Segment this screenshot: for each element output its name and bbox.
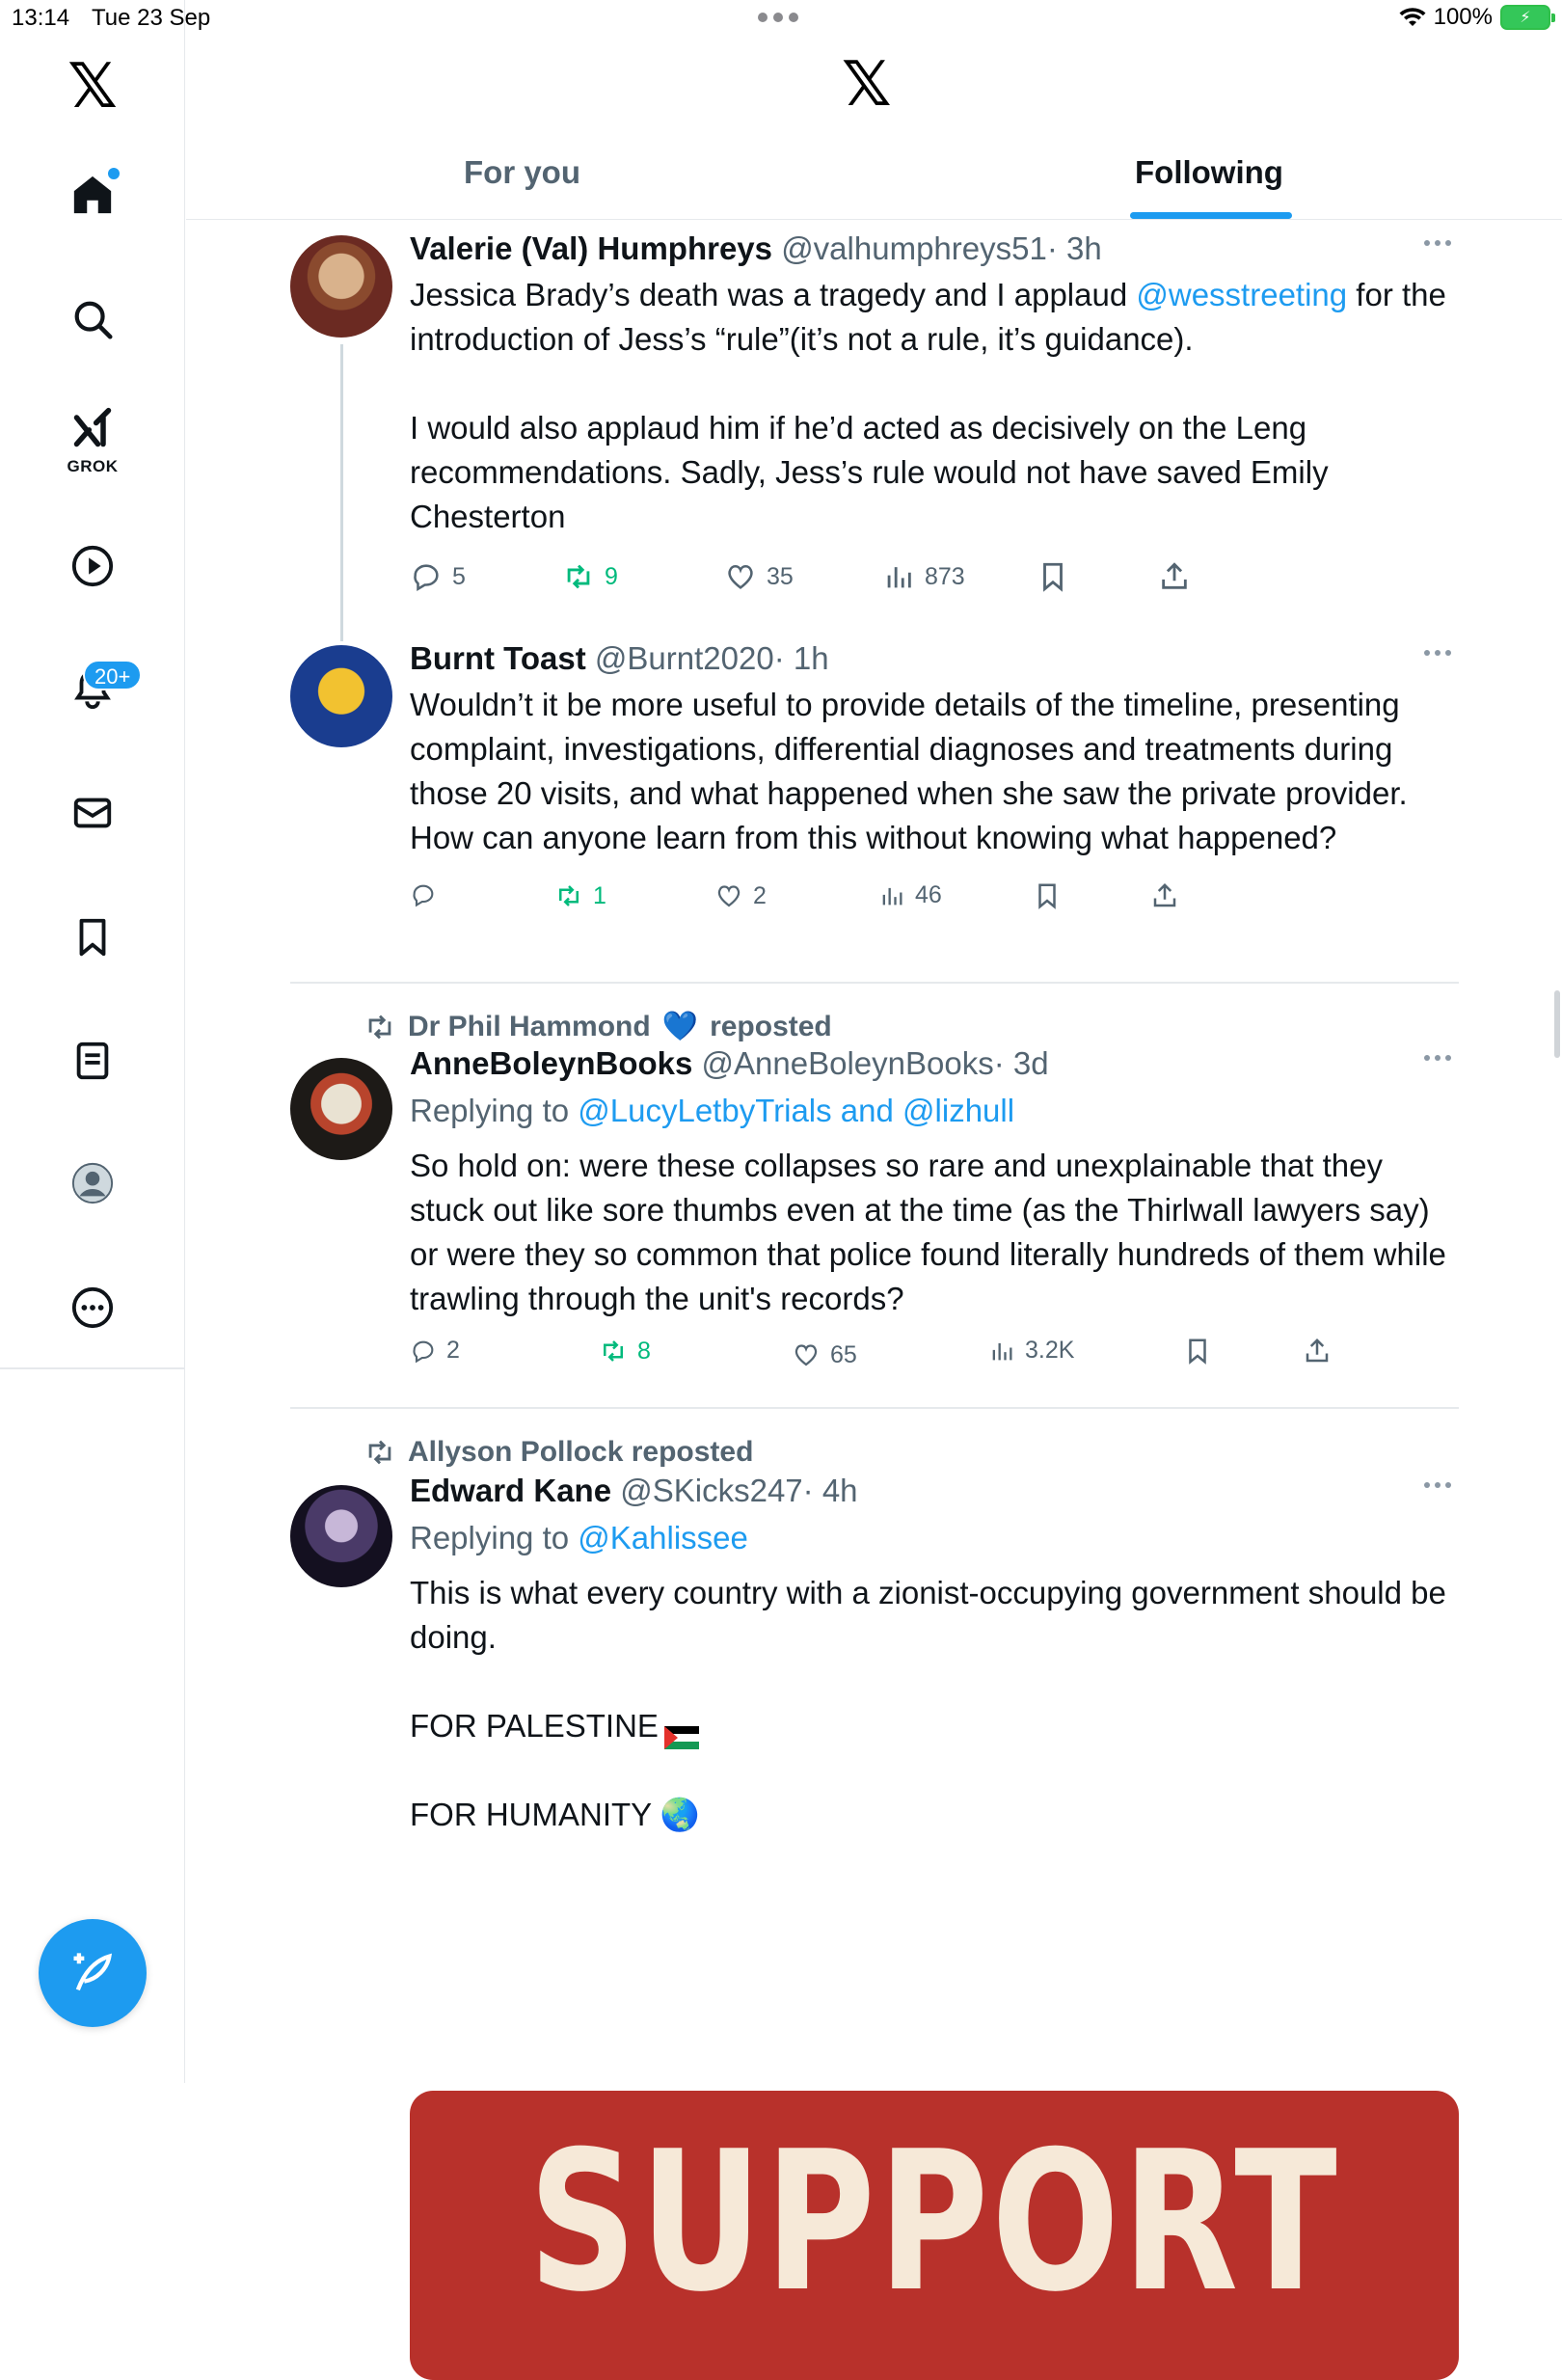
repost-count: 8 xyxy=(637,1337,651,1365)
replying-to: Replying to @Kahlissee xyxy=(410,1520,748,1555)
tweet-media-image[interactable] xyxy=(410,2091,1459,2380)
like-count: 35 xyxy=(767,562,794,590)
status-bar xyxy=(0,0,1562,39)
repost-context[interactable] xyxy=(364,1010,832,1043)
repost-button[interactable] xyxy=(562,560,618,593)
reposted-by[interactable]: Allyson Pollock reposted xyxy=(408,1436,754,1468)
sidebar-item-messages[interactable] xyxy=(60,780,125,846)
like-count: 65 xyxy=(830,1340,857,1368)
search-icon xyxy=(70,297,115,341)
status-right xyxy=(1399,4,1550,31)
more-options-icon[interactable] xyxy=(1424,650,1451,656)
tweet-text: Wouldn’t it be more useful to provide details of the timeline, presenting complaint, investigations, differential diagnoses and treatments during those 20 visits, and what happened when she saw the private provider. How can anyone learn from this without knowing what happened? xyxy=(410,687,1416,855)
profile-icon xyxy=(70,1161,115,1205)
views-icon xyxy=(882,560,915,593)
sidebar-item-profile[interactable] xyxy=(60,1150,125,1216)
post-time: · 1h xyxy=(773,640,829,676)
share-icon xyxy=(1158,560,1191,593)
bookmark-icon xyxy=(70,915,115,960)
repost-icon xyxy=(364,1011,396,1043)
more-options-icon[interactable] xyxy=(1424,240,1451,246)
author-name[interactable]: Burnt Toast xyxy=(410,640,586,676)
tweet-text-line: FOR HUMANITY 🌏 xyxy=(410,1797,700,1832)
mention-link[interactable]: @wesstreeting xyxy=(1136,277,1348,312)
notification-badge: 20+ xyxy=(83,660,142,690)
author-name[interactable]: Valerie (Val) Humphreys xyxy=(410,230,773,266)
repost-count: 9 xyxy=(605,562,618,590)
like-button[interactable] xyxy=(792,1340,857,1369)
avatar[interactable] xyxy=(290,1485,392,1587)
views-icon xyxy=(878,882,905,909)
compose-icon xyxy=(67,1948,118,1998)
share-icon xyxy=(1150,881,1179,910)
like-button[interactable] xyxy=(724,560,794,593)
status-time: 13:14 xyxy=(12,5,70,31)
views-count: 873 xyxy=(925,562,965,590)
heart-icon xyxy=(714,881,743,910)
avatar[interactable] xyxy=(290,1058,392,1160)
post-time: · 3d xyxy=(993,1045,1049,1081)
replying-to-mentions[interactable]: @Kahlissee xyxy=(578,1520,748,1555)
post-time: · 4h xyxy=(802,1473,858,1508)
share-icon xyxy=(1303,1337,1332,1366)
sidebar xyxy=(0,0,185,2083)
heart-icon xyxy=(792,1340,821,1369)
bookmark-icon xyxy=(1037,560,1069,593)
author-name[interactable]: AnneBoleynBooks xyxy=(410,1045,693,1081)
share-button[interactable] xyxy=(1150,881,1179,910)
repost-button[interactable] xyxy=(599,1337,651,1366)
wifi-icon xyxy=(1399,7,1426,28)
repost-icon xyxy=(554,881,583,910)
tweet-text: This is what every country with a zionist-occupying government should be doing. xyxy=(410,1575,1456,1655)
reply-count: 5 xyxy=(452,562,466,590)
tweet-text: Jessica Brady’s death was a tragedy and I applaud @wesstreeting for the introduction of Jess’s “rule”(it’s not a rule, it’s guidance). I would also applaud him if he’d acted as decisively on the Leng recommendations. Sadly, Jess’s rule would not have saved Emily Chesterton xyxy=(410,277,1446,534)
repost-context[interactable] xyxy=(364,1436,753,1469)
grok-label: GROK xyxy=(67,457,119,475)
repost-icon xyxy=(364,1436,396,1469)
timeline-feed[interactable] xyxy=(186,221,1562,2335)
views-count: 3.2K xyxy=(1025,1337,1075,1364)
reposted-label: reposted xyxy=(710,1010,832,1042)
media-image-text: SUPPORT xyxy=(528,2110,1340,2335)
multitasking-dots[interactable] xyxy=(758,8,802,27)
list-icon xyxy=(70,1039,115,1083)
sidebar-item-lists[interactable] xyxy=(60,1028,125,1094)
header-x-logo-icon[interactable]: 𝕏 xyxy=(842,49,892,121)
repost-count: 1 xyxy=(593,881,606,909)
more-options-icon[interactable] xyxy=(1424,1482,1451,1488)
share-button[interactable] xyxy=(1158,560,1191,593)
grok-icon xyxy=(71,407,114,449)
replying-to: Replying to @LucyLetbyTrials and @lizhull xyxy=(410,1093,1015,1128)
views-icon xyxy=(988,1338,1015,1365)
bookmark-icon xyxy=(1033,881,1062,910)
tab-following[interactable]: Following xyxy=(1135,154,1283,190)
tweet-actions xyxy=(410,881,1451,926)
author-handle[interactable]: @valhumphreys51 xyxy=(781,230,1047,266)
repost-button[interactable] xyxy=(554,881,606,910)
palestine-flag-icon xyxy=(664,1717,699,1740)
repost-icon xyxy=(599,1337,628,1366)
tweet-actions xyxy=(410,1337,1451,1381)
sidebar-item-more[interactable] xyxy=(60,1275,125,1340)
reply-icon xyxy=(410,881,437,908)
mail-icon xyxy=(70,791,115,835)
bookmark-icon xyxy=(1183,1337,1212,1366)
heart-icon xyxy=(724,560,757,593)
share-button[interactable] xyxy=(1303,1337,1332,1366)
reposted-by[interactable]: Dr Phil Hammond xyxy=(408,1010,651,1042)
reply-icon xyxy=(410,560,443,593)
more-icon xyxy=(70,1285,115,1330)
sidebar-item-home[interactable] xyxy=(60,162,125,228)
tweet-actions xyxy=(410,560,1451,605)
like-button[interactable] xyxy=(714,881,767,910)
bookmark-button[interactable] xyxy=(1183,1337,1212,1366)
battery-icon: ⚡ xyxy=(1500,5,1550,30)
play-icon xyxy=(70,544,115,588)
avatar[interactable] xyxy=(290,645,392,747)
home-icon xyxy=(70,173,115,217)
like-count: 2 xyxy=(753,881,767,909)
scrollbar[interactable] xyxy=(1554,990,1560,1058)
tweet-text: So hold on: were these collapses so rare and unexplainable that they stuck out like sore thumbs even at the time (as the Thirlwall lawyers say) or were they so common that police found literally hundreds of them while trawling through the unit's records? xyxy=(410,1148,1456,1316)
author-handle[interactable]: @AnneBoleynBooks xyxy=(701,1045,994,1081)
sidebar-item-bookmarks[interactable] xyxy=(60,905,125,970)
author-handle[interactable]: @Burnt2020 xyxy=(594,640,774,676)
tweet-text-line: FOR PALESTINE xyxy=(410,1704,1451,1748)
views-button[interactable] xyxy=(882,560,965,593)
replying-to-mentions[interactable]: @LucyLetbyTrials and @lizhull xyxy=(578,1093,1015,1128)
blue-heart-emoji: 💙 xyxy=(661,1011,699,1042)
bookmark-button[interactable] xyxy=(1037,560,1069,593)
x-logo-icon[interactable]: 𝕏 xyxy=(67,51,118,122)
compose-button[interactable] xyxy=(39,1919,147,2027)
sidebar-divider xyxy=(0,1367,185,1369)
tweet-divider xyxy=(290,982,1459,984)
tweet-divider xyxy=(290,1407,1459,1409)
views-count: 46 xyxy=(915,881,942,908)
tab-for-you[interactable]: For you xyxy=(464,154,580,190)
reply-count: 2 xyxy=(446,1337,460,1364)
repost-icon xyxy=(562,560,595,593)
post-time: · 3h xyxy=(1046,230,1102,266)
battery-percent: 100% xyxy=(1433,4,1493,30)
author-handle[interactable]: @SKicks247 xyxy=(620,1473,803,1508)
bookmark-button[interactable] xyxy=(1033,881,1062,910)
more-options-icon[interactable] xyxy=(1424,1055,1451,1061)
reply-button[interactable] xyxy=(410,881,446,908)
status-date: Tue 23 Sep xyxy=(92,5,211,31)
thread-line xyxy=(340,344,343,641)
reply-button[interactable] xyxy=(410,560,466,593)
sidebar-item-grok[interactable] xyxy=(60,403,125,475)
views-button[interactable] xyxy=(878,881,942,909)
reply-button[interactable] xyxy=(410,1337,460,1365)
avatar[interactable] xyxy=(290,235,392,338)
sidebar-item-video[interactable] xyxy=(60,533,125,599)
views-button[interactable] xyxy=(988,1337,1074,1365)
reply-icon xyxy=(410,1338,437,1365)
home-notification-dot xyxy=(108,168,120,179)
author-name[interactable]: Edward Kane xyxy=(410,1473,612,1508)
active-tab-indicator xyxy=(1130,212,1292,219)
sidebar-item-search[interactable] xyxy=(60,286,125,352)
